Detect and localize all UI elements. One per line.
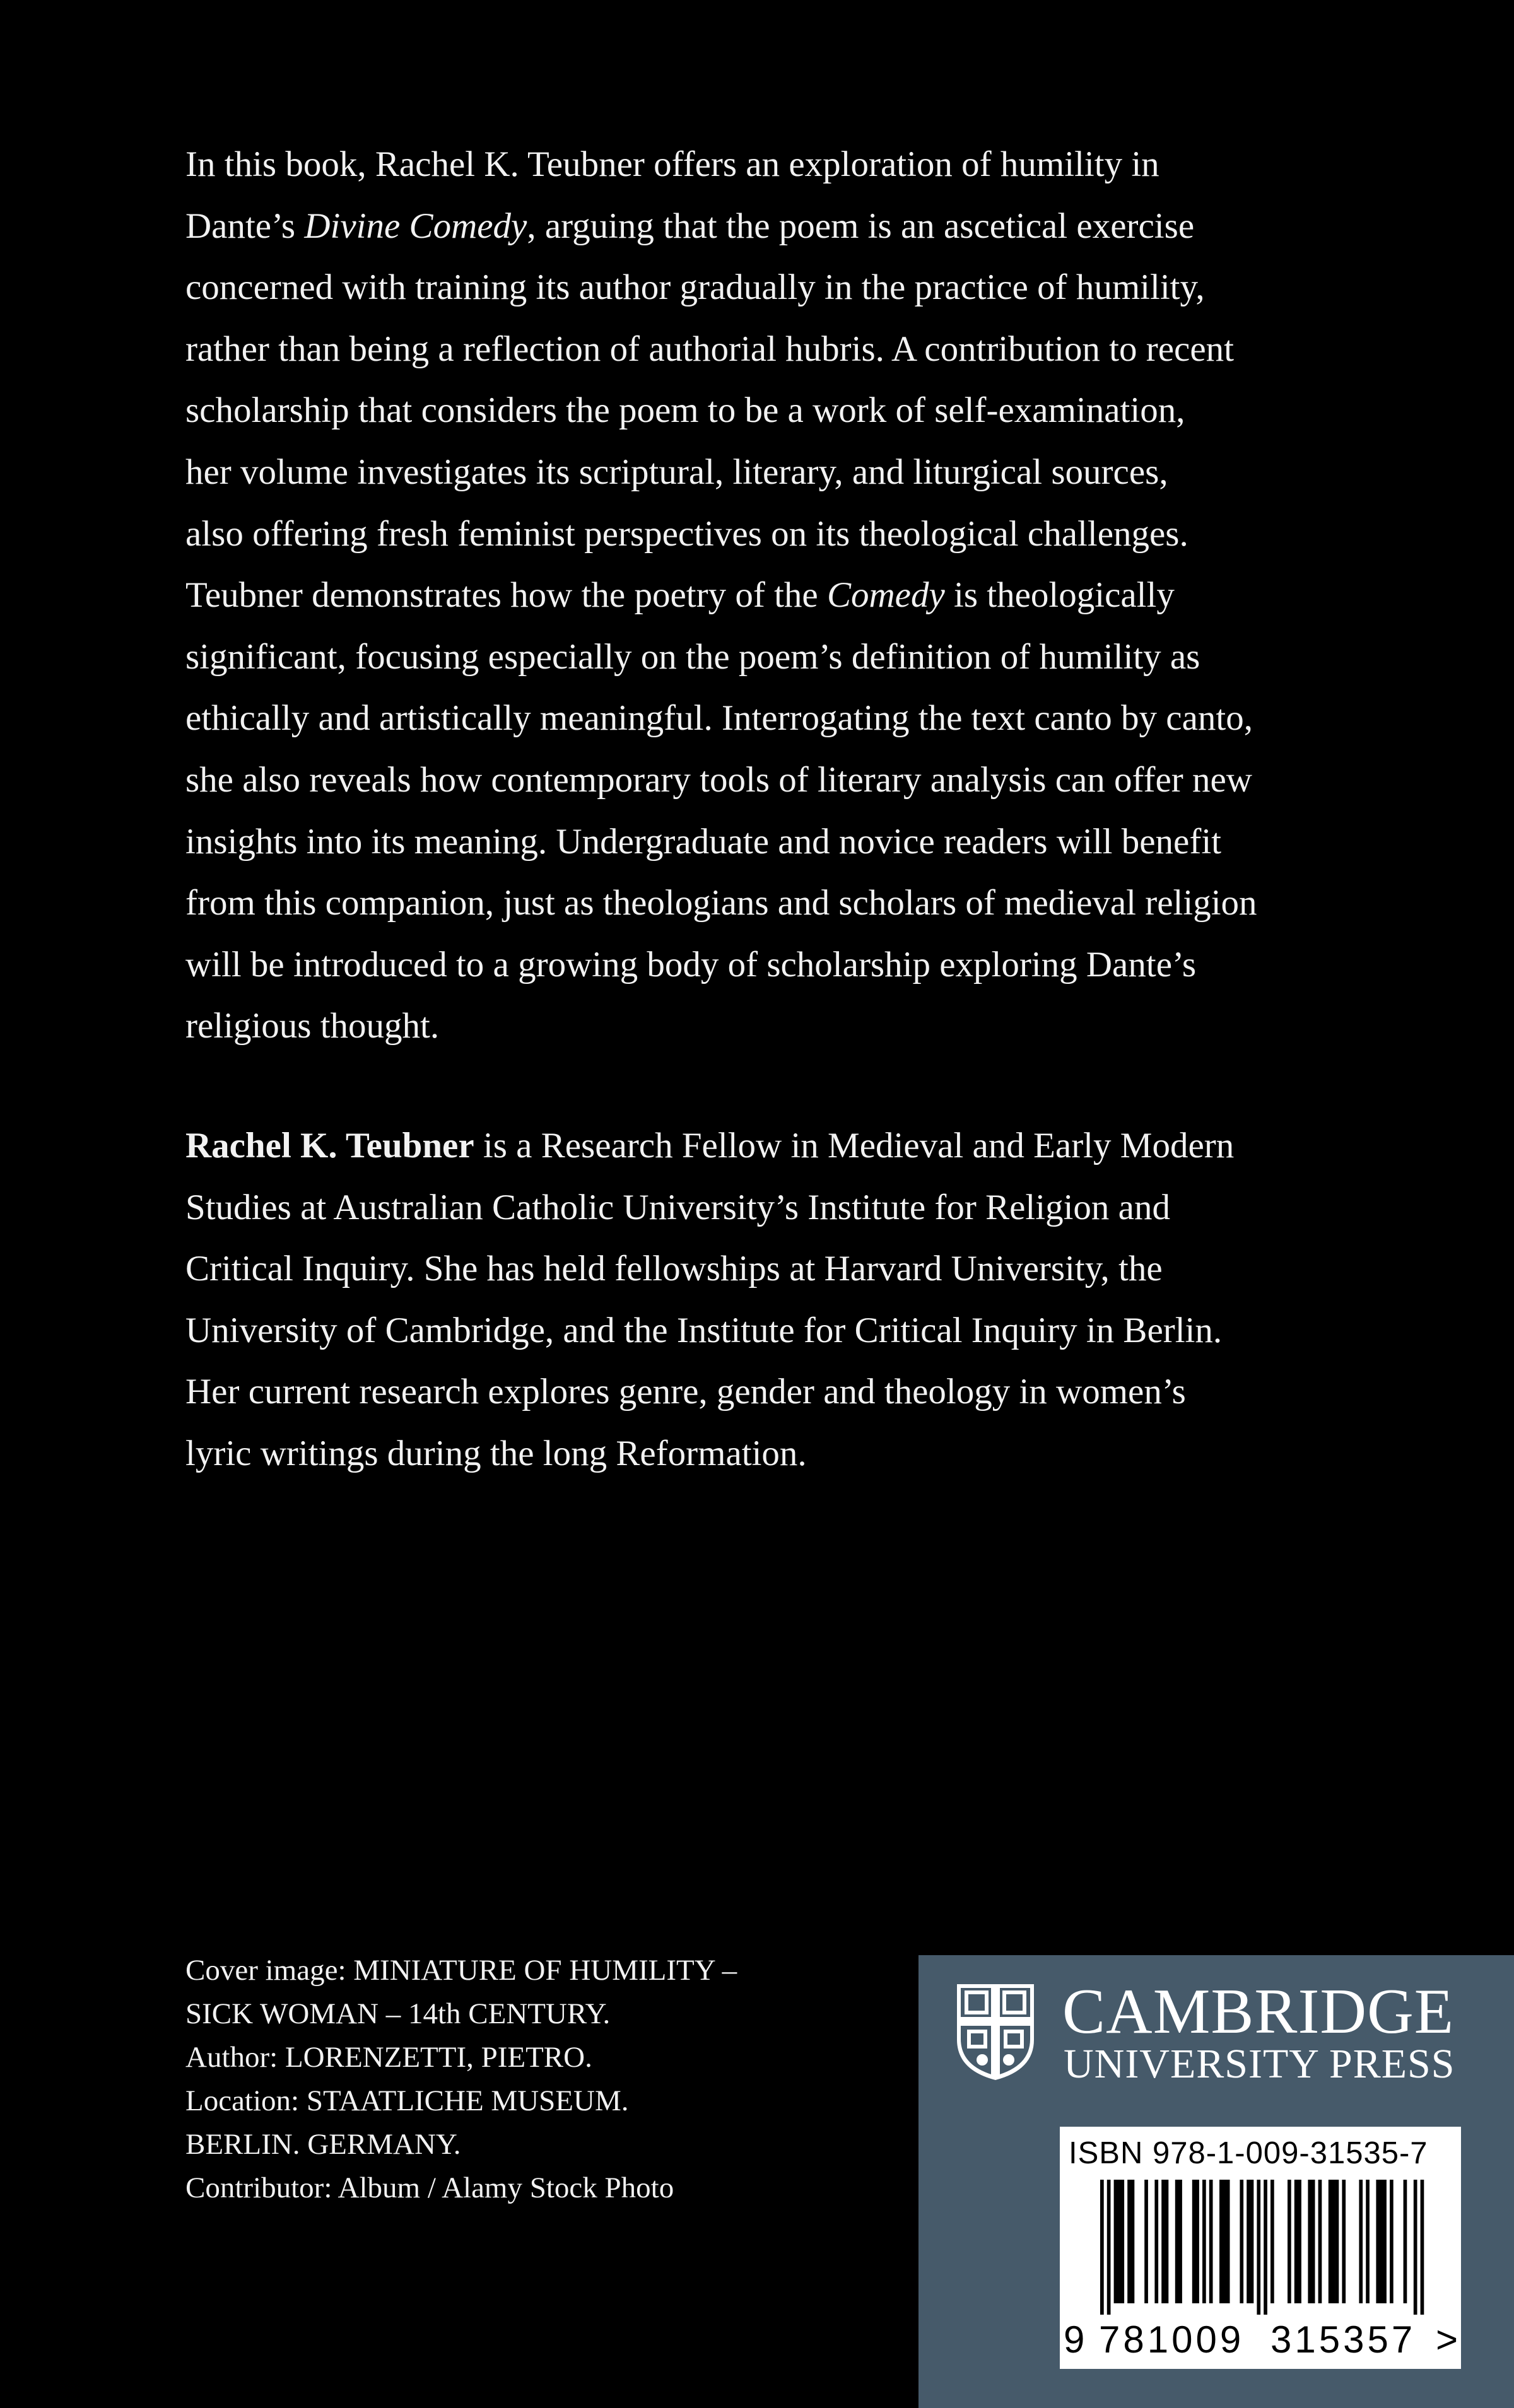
blurb-line-9 — [185, 626, 1384, 688]
barcode-digits-right: 315357 — [1270, 2318, 1416, 2361]
barcode-bar — [1240, 2180, 1243, 2303]
publisher-subname: UNIVERSITY PRESS — [1064, 2041, 1455, 2087]
blurb-line-3-part-1: concerned with training its author gradually in the practice of humility, — [185, 267, 1205, 308]
bio-line-1-part-1: Rachel K. Teubner — [185, 1126, 474, 1166]
blurb-line-2-part-2: Divine Comedy — [304, 206, 527, 246]
barcode-quiet-zone-mark: > — [1436, 2318, 1462, 2361]
bio-line-1-part-2: is a Research Fellow in Medieval and Early Modern — [474, 1126, 1235, 1166]
credit-line-4: Location: STAATLICHE MUSEUM. — [185, 2084, 629, 2117]
blurb-line-15 — [185, 995, 1384, 1057]
bio-line-3-part-1: Critical Inquiry. She has held fellowships at Harvard University, the — [185, 1249, 1163, 1289]
barcode-bar — [1202, 2180, 1206, 2303]
barcode-bar — [1312, 2180, 1315, 2303]
barcode-bar — [1404, 2180, 1407, 2303]
blurb-line-5-part-1: scholarship that considers the poem to be a work of self-examination, — [185, 390, 1185, 431]
blurb-line-10-part-1: ethically and artistically meaningful. Interrogating the text canto by canto, — [185, 698, 1253, 739]
publisher-panel — [918, 1955, 1514, 2408]
barcode-bar — [1117, 2180, 1121, 2303]
isbn-label: ISBN 978-1-009-31535-7 — [1069, 2136, 1428, 2170]
barcode-bar — [1250, 2180, 1254, 2303]
barcode-digit-lead: 9 — [1064, 2318, 1088, 2361]
credit-line-5: BERLIN. GERMANY. — [185, 2128, 461, 2161]
cambridge-crest-icon — [954, 1982, 1036, 2083]
blurb-line-6-part-1: her volume investigates its scriptural, literary, and liturgical sources, — [185, 452, 1168, 492]
barcode-bar — [1288, 2180, 1291, 2303]
blurb-line-8-part-1: Teubner demonstrates how the poetry of the — [185, 575, 827, 616]
blurb-line-8 — [185, 564, 1384, 626]
barcode-bar — [1270, 2180, 1274, 2303]
blurb-line-4 — [185, 319, 1384, 380]
barcode-bar — [1298, 2180, 1301, 2303]
barcode-bar — [1332, 2180, 1335, 2303]
barcode-bar — [1294, 2180, 1298, 2303]
cover-image-credits — [185, 1949, 879, 2210]
barcode-bar — [1226, 2180, 1230, 2303]
barcode-bar — [1318, 2180, 1322, 2303]
author-biography — [185, 1115, 1384, 1485]
barcode-bar — [1264, 2180, 1267, 2315]
barcode-bar — [1175, 2180, 1179, 2303]
credit-line-6: Contributor: Album / Alamy Stock Photo — [185, 2171, 674, 2204]
blurb-line-3 — [185, 257, 1384, 319]
barcode-bar — [1390, 2180, 1394, 2303]
barcode-bar — [1366, 2180, 1370, 2303]
blurb-line-2-part-3: , arguing that the poem is an ascetical exercise — [527, 206, 1195, 246]
barcode-digits-left: 781009 — [1099, 2318, 1245, 2361]
bio-line-4-part-1: University of Cambridge, and the Institute for Critical Inquiry in Berlin. — [185, 1310, 1223, 1350]
blurb-line-11-part-1: she also reveals how contemporary tools of literary analysis can offer new — [185, 759, 1252, 800]
blurb-line-9-part-1: significant, focusing especially on the poem’s definition of humility as — [185, 636, 1200, 677]
barcode-bar — [1154, 2180, 1158, 2303]
blurb-line-10 — [185, 687, 1384, 749]
blurb-line-1 — [185, 134, 1384, 196]
blurb-line-13 — [185, 872, 1384, 934]
barcode-bar — [1209, 2180, 1213, 2303]
barcode-bar — [1329, 2180, 1332, 2303]
blurb-line-1-part-1: In this book, Rachel K. Teubner offers an exploration of humility in — [185, 144, 1159, 184]
barcode-bar — [1144, 2180, 1148, 2303]
barcode-bar — [1376, 2180, 1380, 2303]
barcode-bar — [1308, 2180, 1312, 2303]
barcode-bar — [1192, 2180, 1196, 2303]
blurb-line-7 — [185, 503, 1384, 565]
barcode-bar — [1247, 2180, 1250, 2303]
blurb-line-2 — [185, 196, 1384, 257]
barcode-bar — [1335, 2180, 1339, 2303]
barcode-bar — [1131, 2180, 1135, 2303]
barcode-bar — [1383, 2180, 1387, 2303]
barcode-bar — [1107, 2180, 1111, 2315]
book-description — [185, 134, 1384, 1057]
barcode-bar — [1127, 2180, 1131, 2303]
barcode-bar — [1414, 2180, 1417, 2315]
barcode-bar — [1195, 2180, 1199, 2303]
blurb-line-14 — [185, 934, 1384, 996]
bio-line-3 — [185, 1238, 1384, 1300]
blurb-line-4-part-1: rather than being a reflection of authorial hubris. A contribution to recent — [185, 329, 1234, 369]
barcode-bar — [1223, 2180, 1226, 2303]
bio-line-6 — [185, 1423, 1384, 1485]
blurb-line-8-part-3: is theologically — [944, 575, 1175, 616]
bio-line-6-part-1: lyric writings during the long Reformation. — [185, 1433, 807, 1473]
credit-line-3: Author: LORENZETTI, PIETRO. — [185, 2041, 592, 2074]
barcode-bar — [1219, 2180, 1223, 2303]
barcode-bar — [1165, 2180, 1169, 2303]
barcode-bar — [1421, 2180, 1424, 2315]
publisher-name: CAMBRIDGE — [1062, 1976, 1455, 2047]
blurb-line-12 — [185, 811, 1384, 873]
blurb-line-7-part-1: also offering fresh feminist perspectives on its theological challenges. — [185, 513, 1188, 554]
blurb-line-13-part-1: from this companion, just as theologians and scholars of medieval religion — [185, 883, 1257, 923]
bio-line-5 — [185, 1361, 1384, 1423]
blurb-line-11 — [185, 749, 1384, 811]
credit-line-1: Cover image: MINIATURE OF HUMILITY – — [185, 1954, 737, 1987]
barcode-bar — [1380, 2180, 1383, 2303]
blurb-line-8-part-2: Comedy — [826, 575, 945, 616]
blurb-line-5 — [185, 380, 1384, 441]
barcode-bar — [1257, 2180, 1260, 2315]
barcode-bar — [1120, 2180, 1124, 2303]
blurb-line-15-part-1: religious thought. — [185, 1006, 440, 1046]
credit-line-2: SICK WOMAN – 14th CENTURY. — [185, 1997, 611, 2030]
blurb-line-2-part-1: Dante’s — [185, 206, 305, 246]
blurb-line-6 — [185, 441, 1384, 503]
bio-line-1 — [185, 1115, 1384, 1177]
blurb-line-12-part-1: insights into its meaning. Undergraduate and novice readers will benefit — [185, 821, 1222, 862]
barcode-bar — [1342, 2180, 1346, 2303]
blurb-line-14-part-1: will be introduced to a growing body of scholarship exploring Dante’s — [185, 944, 1197, 985]
bio-line-4 — [185, 1300, 1384, 1362]
barcode-bar — [1359, 2180, 1363, 2303]
barcode-bar — [1178, 2180, 1182, 2303]
barcode-bar — [1114, 2180, 1118, 2303]
barcode-digits — [1060, 2315, 1461, 2365]
barcode-bar — [1161, 2180, 1165, 2303]
barcode-panel — [1060, 2127, 1461, 2369]
bio-line-2 — [185, 1177, 1384, 1239]
bio-line-2-part-1: Studies at Australian Catholic University’s Institute for Religion and — [185, 1187, 1170, 1227]
bio-line-5-part-1: Her current research explores genre, gender and theology in women’s — [185, 1372, 1186, 1412]
barcode-icon — [1069, 2180, 1452, 2315]
barcode-bar — [1100, 2180, 1104, 2315]
